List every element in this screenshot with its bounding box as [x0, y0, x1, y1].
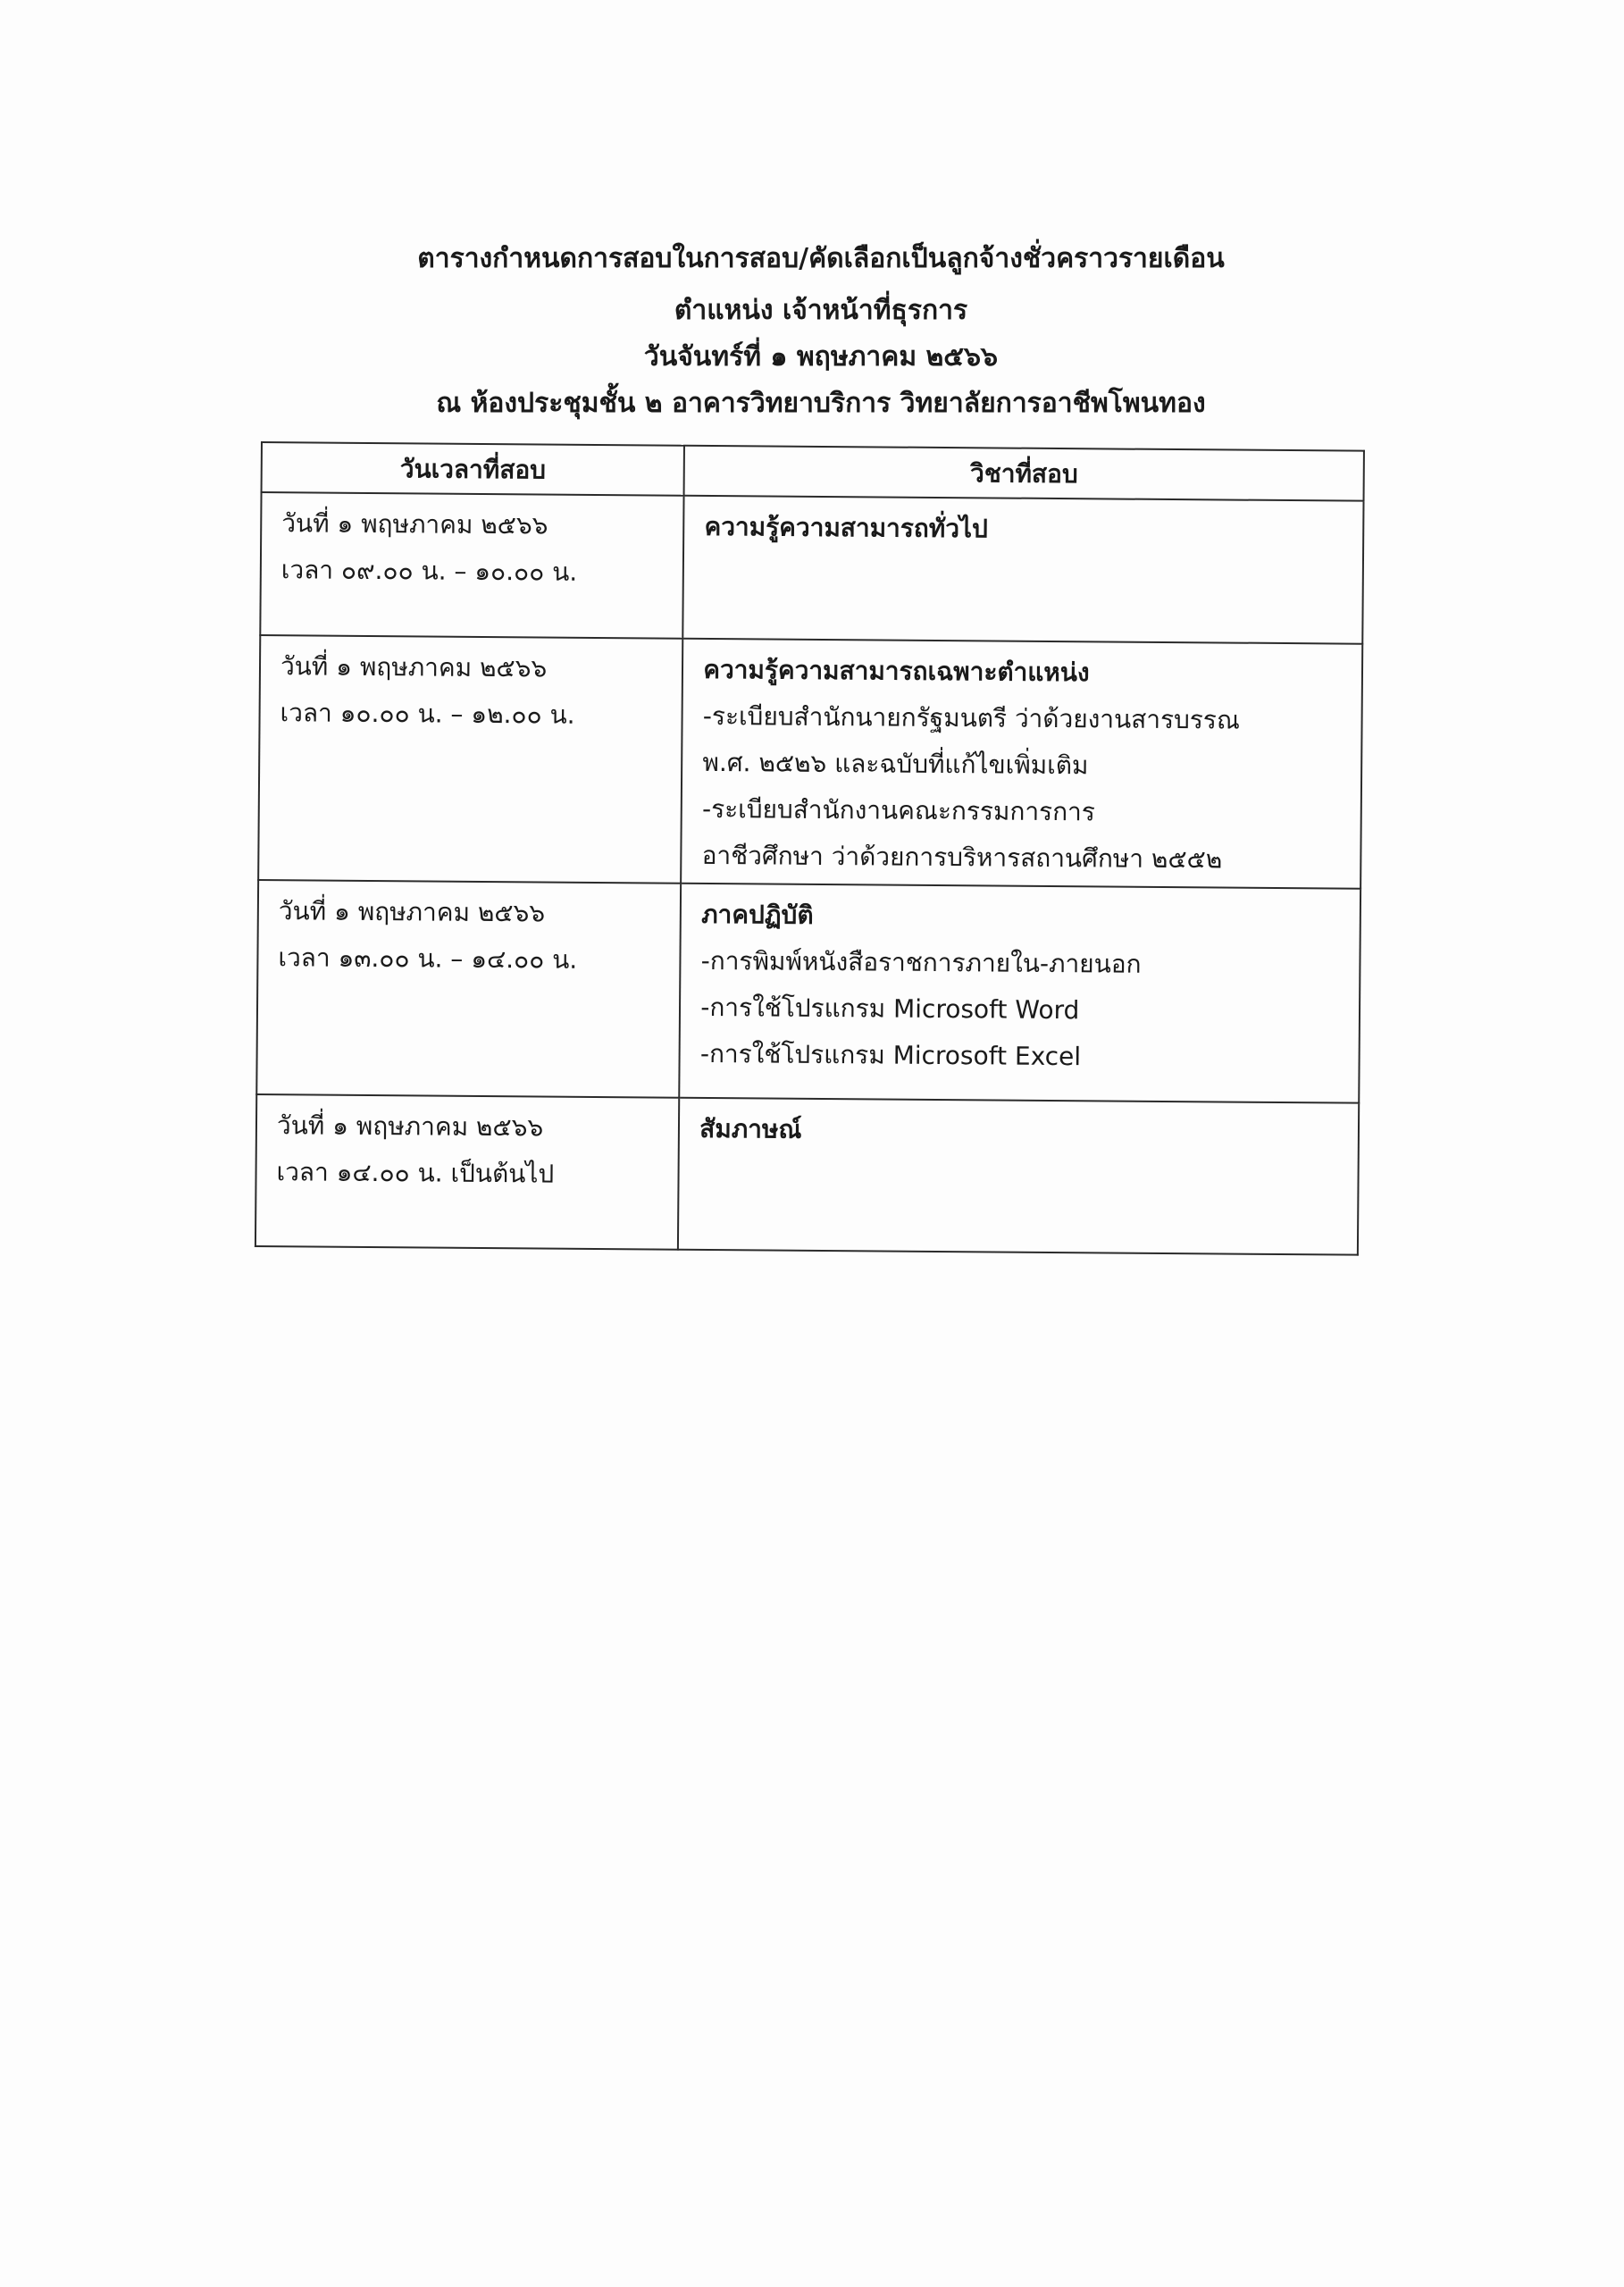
- subject-detail: -ระเบียบสำนักนายกรัฐมนตรี ว่าด้วยงานสารบรรณ: [702, 700, 1241, 735]
- date-time-cell: [255, 1094, 680, 1250]
- exam-date: วันที่ ๑ พฤษภาคม ๒๕๖๖: [276, 1110, 544, 1143]
- subject-title: ภาคปฏิบัติ: [701, 899, 814, 930]
- exam-time: เวลา ๑๐.๐๐ น. – ๑๒.๐๐ น.: [280, 698, 575, 730]
- exam-time: เวลา ๐๙.๐๐ น. – ๑๐.๐๐ น.: [280, 555, 578, 587]
- exam-date: วันที่ ๑ พฤษภาคม ๒๕๖๖: [280, 651, 548, 683]
- subject-cell: [681, 639, 1362, 889]
- subject-detail: พ.ศ. ๒๕๒๖ และฉบับที่แก้ไขเพิ่มเติม: [702, 747, 1089, 781]
- subject-detail: -การใช้โปรแกรม Microsoft Word: [700, 992, 1080, 1026]
- exam-time: เวลา ๑๔.๐๐ น. เป็นต้นไป: [276, 1157, 555, 1189]
- table-row: [260, 492, 1363, 644]
- subject-title: สัมภาษณ์: [699, 1113, 802, 1144]
- exam-location-line: ณ ห้องประชุมชั้น ๒ อาคารวิทยาบริการ วิทยาลัยการอาชีพโพนทอง: [436, 388, 1206, 419]
- subject-title: ความรู้ความสามารถทั่วไป: [704, 511, 988, 544]
- subject-detail: -การพิมพ์หนังสือราชการภายใน-ภายนอก: [700, 945, 1142, 979]
- table-row: [255, 1094, 1359, 1255]
- subject-detail: อาชีวศึกษา ว่าด้วยการบริหารสถานศึกษา ๒๕๕๒: [701, 840, 1223, 875]
- table-row: [256, 880, 1360, 1103]
- date-time-cell: [260, 492, 684, 639]
- exam-date-line: วันจันทร์ที่ ๑ พฤษภาคม ๒๕๖๖: [643, 341, 999, 373]
- exam-time: เวลา ๑๓.๐๐ น. – ๑๔.๐๐ น.: [278, 942, 578, 975]
- subject-cell: [678, 1098, 1359, 1255]
- table-header-row: [262, 442, 1364, 501]
- subject-cell: [680, 884, 1361, 1103]
- exam-date: วันที่ ๑ พฤษภาคม ๒๕๖๖: [281, 508, 548, 540]
- subject-detail: -การใช้โปรแกรม Microsoft Excel: [699, 1038, 1082, 1072]
- column-header-date: วันเวลาที่สอบ: [262, 442, 685, 496]
- date-time-cell: [258, 635, 682, 884]
- exam-schedule-table: [255, 441, 1365, 1256]
- subject-title: ความรู้ความสามารถเฉพาะตำแหน่ง: [703, 654, 1090, 688]
- position-line: ตำแหน่ง เจ้าหน้าที่ธุรการ: [674, 295, 968, 326]
- date-time-cell: [256, 880, 681, 1098]
- subject-detail: -ระเบียบสำนักงานคณะกรรมการการ: [701, 793, 1095, 827]
- subject-cell: [683, 496, 1364, 644]
- table-row: [258, 635, 1362, 889]
- column-header-subject: วิชาที่สอบ: [684, 446, 1364, 501]
- exam-date: วันที่ ๑ พฤษภาคม ๒๕๖๖: [278, 896, 546, 928]
- document-title: ตารางกำหนดการสอบในการสอบ/คัดเลือกเป็นลูกจ้างชั่วคราวรายเดือน: [417, 243, 1225, 274]
